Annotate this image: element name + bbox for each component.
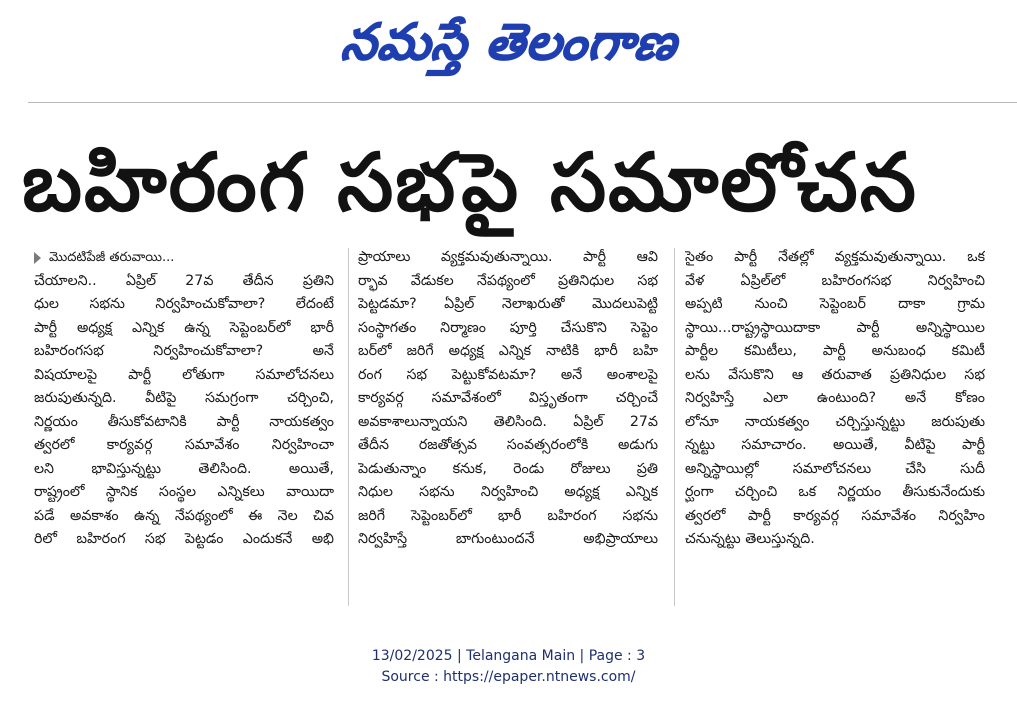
article-text-line: ర్భావ వేడుకల నేపథ్యంలో ప్రతినిధుల సభ (358, 272, 658, 289)
article-text-line: రంగ సభ పెట్టుకోవటమా? అనే అంశాలపై (358, 366, 658, 383)
article-text-line: స్థాయి...రాష్ట్రస్థాయిదాకా పార్టీ అన్నిస్థాయిల (685, 319, 985, 336)
article-text-line: రిలో బహిరంగ సభ పెట్టడం ఎందుకనే అభి (34, 531, 334, 547)
article-text-line: లోనూ నాయకత్వం చర్చిస్తున్నట్టు జరుపుతు (685, 413, 985, 430)
article-text-line: లను వేసుకొని ఆ తరువాత ప్రతినిధుల సభ (685, 366, 985, 383)
article-text-line: పెడుతున్నాం కనుక, రెండు రోజులు ప్రతి (358, 460, 658, 477)
article-column-3 (685, 246, 985, 616)
article-text-line: కార్యవర్గ సమావేశంలో విస్తృతంగా చర్చించే (358, 390, 658, 406)
article-text-line: రాష్ట్రంలో స్థానిక సంస్థల ఎన్నికలు వాయిదా (34, 484, 334, 500)
article-column-1 (34, 246, 334, 616)
column-divider (674, 248, 675, 606)
article-text-line: బర్‌లో జరిగే అధ్యక్ష ఎన్నిక నాటికి భారీ బహి (358, 343, 658, 359)
article-text-line: లని భావిస్తున్నట్టు తెలిసింది. అయితే, (34, 460, 334, 477)
article-body (30, 246, 990, 616)
masthead-divider (28, 102, 1017, 103)
page-footer (0, 646, 1017, 688)
article-text-line: వేళ ఏప్రిల్‌లో బహిరంగసభ నిర్వహించి (685, 272, 985, 289)
article-text-line: పడే అవకాశం ఉన్న నేపథ్యంలో ఈ నెల చివ (34, 507, 334, 524)
article-text-line: పార్టీ అధ్యక్ష ఎన్నిక ఉన్న సెప్టెంబర్‌లో భారీ (34, 319, 334, 336)
article-text-line: ప్రాయాలు వ్యక్తమవుతున్నాయి. పార్టీ ఆవి (358, 249, 658, 265)
article-text-line: బహిరంగసభ నిర్వహించుకోవాలా? అనే (34, 343, 334, 359)
masthead-logo: నమస్తే తెలంగాణ (338, 12, 681, 71)
article-text-line: సంస్థాగతం నిర్మాణం పూర్తి చేసుకొని సెప్టెం (358, 319, 658, 336)
continued-label: మొదటిపేజీ తరువాయి... (49, 250, 175, 265)
article-text-line: నిర్ణయం తీసుకోవటానికి పార్టీ నాయకత్వం (34, 413, 334, 430)
article-text-line: పెట్టడమా? ఏప్రిల్ నెలాఖరుతో మొదలుపెట్టి (358, 296, 658, 312)
article-text-line: సైతం పార్టీ నేతల్లో వ్యక్తమవుతున్నాయి. ఒక (685, 249, 985, 265)
article-text-line: నిర్వహిస్తే ఎలా ఉంటుంది? అనే కోణం (685, 390, 985, 406)
article-text-line: జరిగే సెప్టెంబర్‌లో భారీ బహిరంగ సభను (358, 507, 658, 524)
chevron-right-icon (34, 252, 41, 264)
article-text-line: విషయాలపై పార్టీ లోతుగా సమాలోచనలు (34, 366, 334, 383)
article-text-line: తేదీన రజతోత్సవ సంవత్సరంలోకి అడుగు (358, 437, 658, 453)
article-text-line: అవకాశాలున్నాయని తెలిసింది. ఏప్రిల్ 27వ (358, 413, 658, 430)
article-text-line: అన్నిస్థాయిల్లో సమాలోచనలు చేసి సుదీ (685, 460, 985, 477)
footer-source[interactable]: Source : https://epaper.ntnews.com/ (381, 669, 636, 685)
article-text-line: నిర్వహిస్తే బాగుంటుందనే అభిప్రాయాలు (358, 531, 658, 547)
footer-date-edition: 13/02/2025 | Telangana Main | Page : 3 (371, 648, 646, 664)
column-divider (348, 248, 349, 606)
article-text-line: అప్పటి నుంచి సెప్టెంబర్ దాకా గ్రామ (685, 296, 985, 312)
article-text-line: పార్టీల కమిటీలు, పార్టీ అనుబంధ కమిటీ (685, 343, 985, 359)
article-text-line: ధుల సభను నిర్వహించుకోవాలా? లేదంటే (34, 296, 334, 312)
article-text-line: చనున్నట్టు తెలుస్తున్నది. (685, 531, 815, 547)
article-text-line: ర్ఘంగా చర్చించి ఒక నిర్ణయం తీసుకునేందుకు (685, 484, 985, 500)
continued-marker (34, 246, 334, 270)
article-column-2 (358, 246, 658, 616)
article-text-line: త్వరలో కార్యవర్గ సమావేశం నిర్వహించా (34, 437, 334, 453)
article-headline: బహిరంగ సభపై సమాలోచన (22, 136, 918, 229)
article-text-line: జరుపుతున్నది. వీటిపై సమగ్రంగా చర్చించి, (34, 390, 334, 406)
article-text-line: చేయాలని.. ఏప్రిల్ 27వ తేదీన ప్రతిని (34, 272, 334, 289)
article-text-line: న్నట్టు సమాచారం. అయితే, వీటిపై పార్టీ (685, 437, 985, 453)
article-text-line: త్వరలో పార్టీ కార్యవర్గ సమావేశం నిర్వహిం (685, 507, 985, 524)
article-text-line: నిధుల సభను నిర్వహించి అధ్యక్ష ఎన్నిక (358, 484, 658, 500)
masthead (0, 8, 1017, 88)
